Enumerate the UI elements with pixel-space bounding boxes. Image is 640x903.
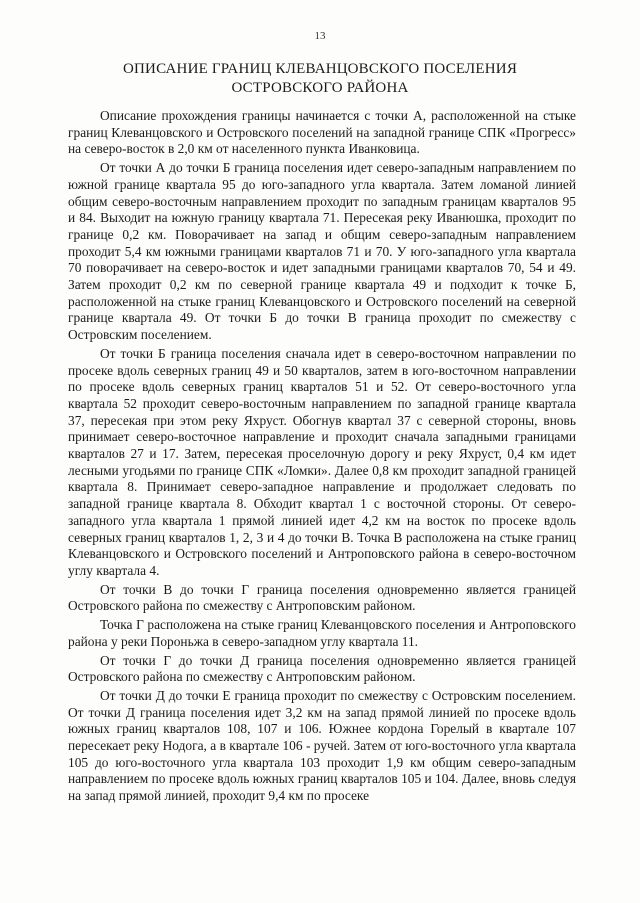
document-body — [68, 108, 576, 807]
paragraph: Описание прохождения границы начинается с точки А, расположенной на стыке границ Клеванцовского и Островского поселений на западной границе СПК «Прогресс» на северо-восток в 2,0 км от населенного пункта Иванковица. — [68, 108, 576, 157]
title-line-1: ОПИСАНИЕ ГРАНИЦ КЛЕВАНЦОВСКОГО ПОСЕЛЕНИЯ — [122, 61, 518, 77]
paragraph: От точки Г до точки Д граница поселения одновременно является границей Островского района по смежеству с Антроповским районом. — [68, 652, 576, 685]
paragraph: От точки Д до точки Е граница проходит по смежеству с Островским поселением. От точки Д граница поселения идет 3,2 км на запад прямой линией по просеке вдоль южных границ кварталов 108, 107 и 106. Южнее кордона Горелый в квартале 107 пересекает реку Нодога, а в квартале 106 - ручей. Затем от юго-восточного угла квартала 105 до юго-восточного угла квартала 103 проходит 1,9 км общим северо-западным направлением по просеке вдоль южных границ кварталов 105 и 104. Далее, вновь следуя на запад прямой линией, проходит 9,4 км по просеке — [68, 687, 576, 804]
paragraph: От точки В до точки Г граница поселения одновременно является границей Островского района по смежеству с Антроповским районом. — [68, 581, 576, 614]
title-line-2: ОСТРОВСКОГО РАЙОНА — [231, 80, 409, 96]
paragraph: Точка Г расположена на стыке границ Клеванцовского поселения и Антроповского района у реки Пороньжа в северо-западном углу квартала 11. — [68, 617, 576, 649]
paragraph: От точки А до точки Б граница поселения идет северо-западным направлением по южной границе квартала 95 до юго-западного угла квартала. Затем ломаной линией общим северо-восточным направлением проходит по западным границам кварталов 95 и 84. Выходит на южную границу квартала 71. Пересекая реку Иванюшка, проходит по границе 0,2 км. Поворачивает на запад и общим северо-западным направлением проходит 5,4 км южными границами кварталов 71 и 70. У юго-западного угла квартала 70 поворачивает на северо-восток и идет западными границами кварталов 70, 54 и 49. Затем проходит 0,2 км по северной границе квартала 49 и подходит к точке Б, расположенной на стыке границ Клеванцовского и Островского поселений на северной границе квартала 49. От точки Б до точки В граница проходит по смежеству с Островским поселением. — [68, 160, 576, 343]
page-number: 13 — [314, 30, 326, 42]
document-title — [80, 60, 560, 98]
paragraph: От точки Б граница поселения сначала идет в северо-восточном направлении по просеке вдоль северных границ 49 и 50 кварталов, затем в юго-восточном направлении по просеке вдоль северных границ кварталов 51 и 52. От северо-восточного угла квартала 52 проходит северо-восточным направлением по западной границе квартала 37, пересекая при этом реку Яхруст. Обогнув квартал 37 с северной стороны, вновь принимает северо-восточное направление и проходит сначала западными границами кварталов 27 и 17. Затем, пересекая проселочную дорогу и реку Яхруст, 0,4 км идет лесными угодьями по границе СПК «Ломки». Далее 0,8 км проходит западной границей квартала 8. Принимает северо-западное направление и продолжает следовать по западной границе квартала 8. Обходит квартал 1 с восточной стороны. От северо-западного угла квартала 1 прямой линией идет 4,2 км на восток по просеке вдоль северных границ кварталов 1, 2, 3 и 4 до точки В. Точка В расположена на стыке границ Клеванцовского и Островского поселений и Антроповского района в северо-восточном углу квартала 4. — [68, 345, 576, 578]
